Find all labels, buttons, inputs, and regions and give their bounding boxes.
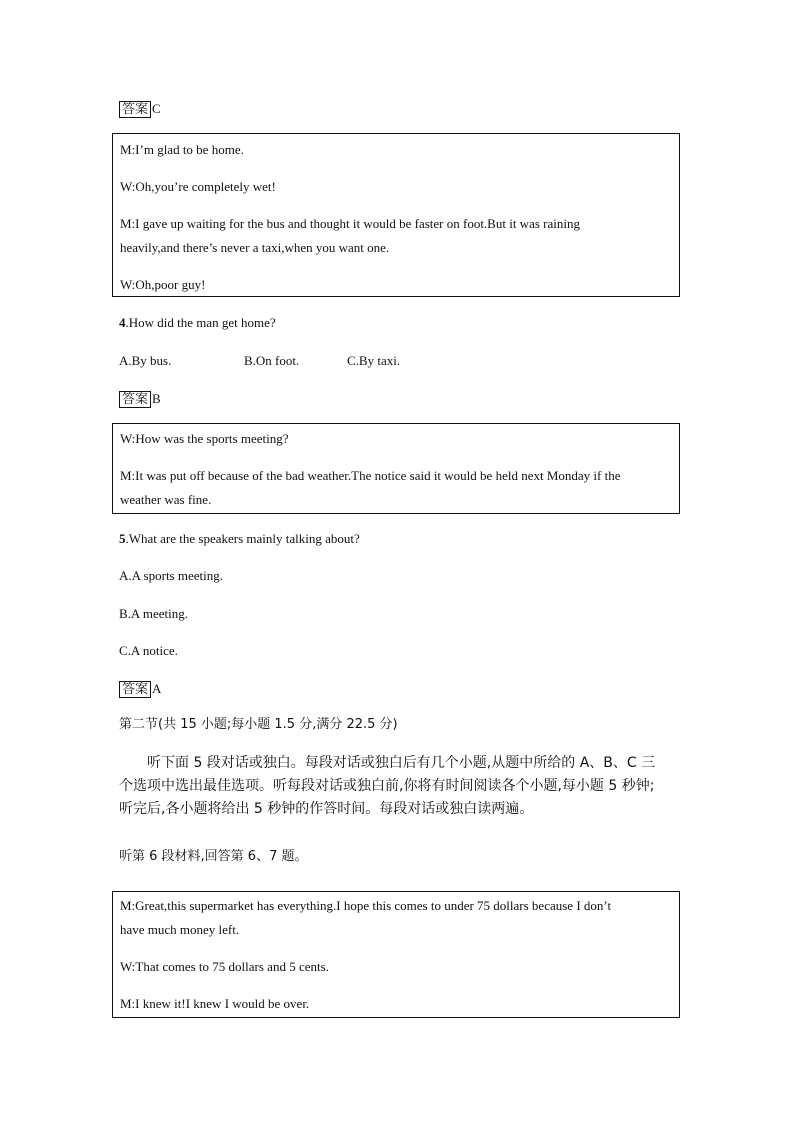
- transcript-line: W:How was the sports meeting?: [120, 431, 289, 446]
- answer-letter: B: [152, 391, 161, 407]
- options-4: [119, 353, 400, 369]
- option-b: B.On foot.: [244, 353, 300, 368]
- option-a: A.A sports meeting.: [119, 568, 223, 583]
- transcript-line: heavily,and there’s never a taxi,when you want one.: [120, 240, 390, 255]
- option-c: C.A notice.: [119, 643, 178, 658]
- transcript-line: W:Oh,poor guy!: [120, 277, 206, 292]
- transcript-line: M:I knew it!I knew I would be over.: [120, 996, 310, 1011]
- answer-tag: 答案: [119, 391, 151, 408]
- transcript-line: M:Great,this supermarket has everything.I hope this comes to under 75 dollars because I don’t: [120, 898, 612, 913]
- transcript-line: M:It was put off because of the bad weather.The notice said it would be held next Monday if the: [120, 468, 621, 483]
- section-instructions: 听下面 5 段对话或独白。每段对话或独白后有几个小题,从题中所给的 A、B、C 三个选项中选出最佳选项。听每段对话或独白前,你将有时间阅读各个小题,每小题 5 秒钟;听完后,各小题将给出 5 秒钟的作答时间。每段对话或独白读两遍。: [119, 755, 656, 817]
- question-5: [119, 531, 360, 547]
- option-a: A.By bus.: [119, 353, 172, 368]
- answer-tag: 答案: [119, 681, 151, 698]
- question-text: .What are the speakers mainly talking about?: [125, 531, 360, 546]
- transcript-box-1: [112, 133, 680, 297]
- transcript-box-3: [112, 891, 680, 1018]
- answer-row-3: [119, 679, 161, 697]
- section-heading: 第二节(共 15 小题;每小题 1.5 分,满分 22.5 分): [119, 717, 398, 732]
- answer-row-2: [119, 389, 161, 407]
- material-heading: 听第 6 段材料,回答第 6、7 题。: [119, 849, 308, 864]
- answer-letter: C: [152, 101, 161, 117]
- transcript-line: W:That comes to 75 dollars and 5 cents.: [120, 959, 329, 974]
- transcript-line: W:Oh,you’re completely wet!: [120, 179, 276, 194]
- question-number: 4: [119, 315, 126, 330]
- transcript-line: weather was fine.: [120, 492, 212, 507]
- question-4: [119, 315, 276, 331]
- transcript-line: M:I’m glad to be home.: [120, 142, 244, 157]
- transcript-line: have much money left.: [120, 922, 240, 937]
- question-number: 5: [119, 531, 126, 546]
- option-c: C.By taxi.: [347, 353, 401, 368]
- transcript-box-2: [112, 423, 680, 514]
- transcript-line: M:I gave up waiting for the bus and thought it would be faster on foot.But it was raining: [120, 216, 580, 231]
- option-b: B.A meeting.: [119, 606, 188, 621]
- answer-row-1: [119, 99, 161, 117]
- question-text: .How did the man get home?: [125, 315, 276, 330]
- answer-tag: 答案: [119, 101, 151, 118]
- answer-letter: A: [152, 681, 162, 697]
